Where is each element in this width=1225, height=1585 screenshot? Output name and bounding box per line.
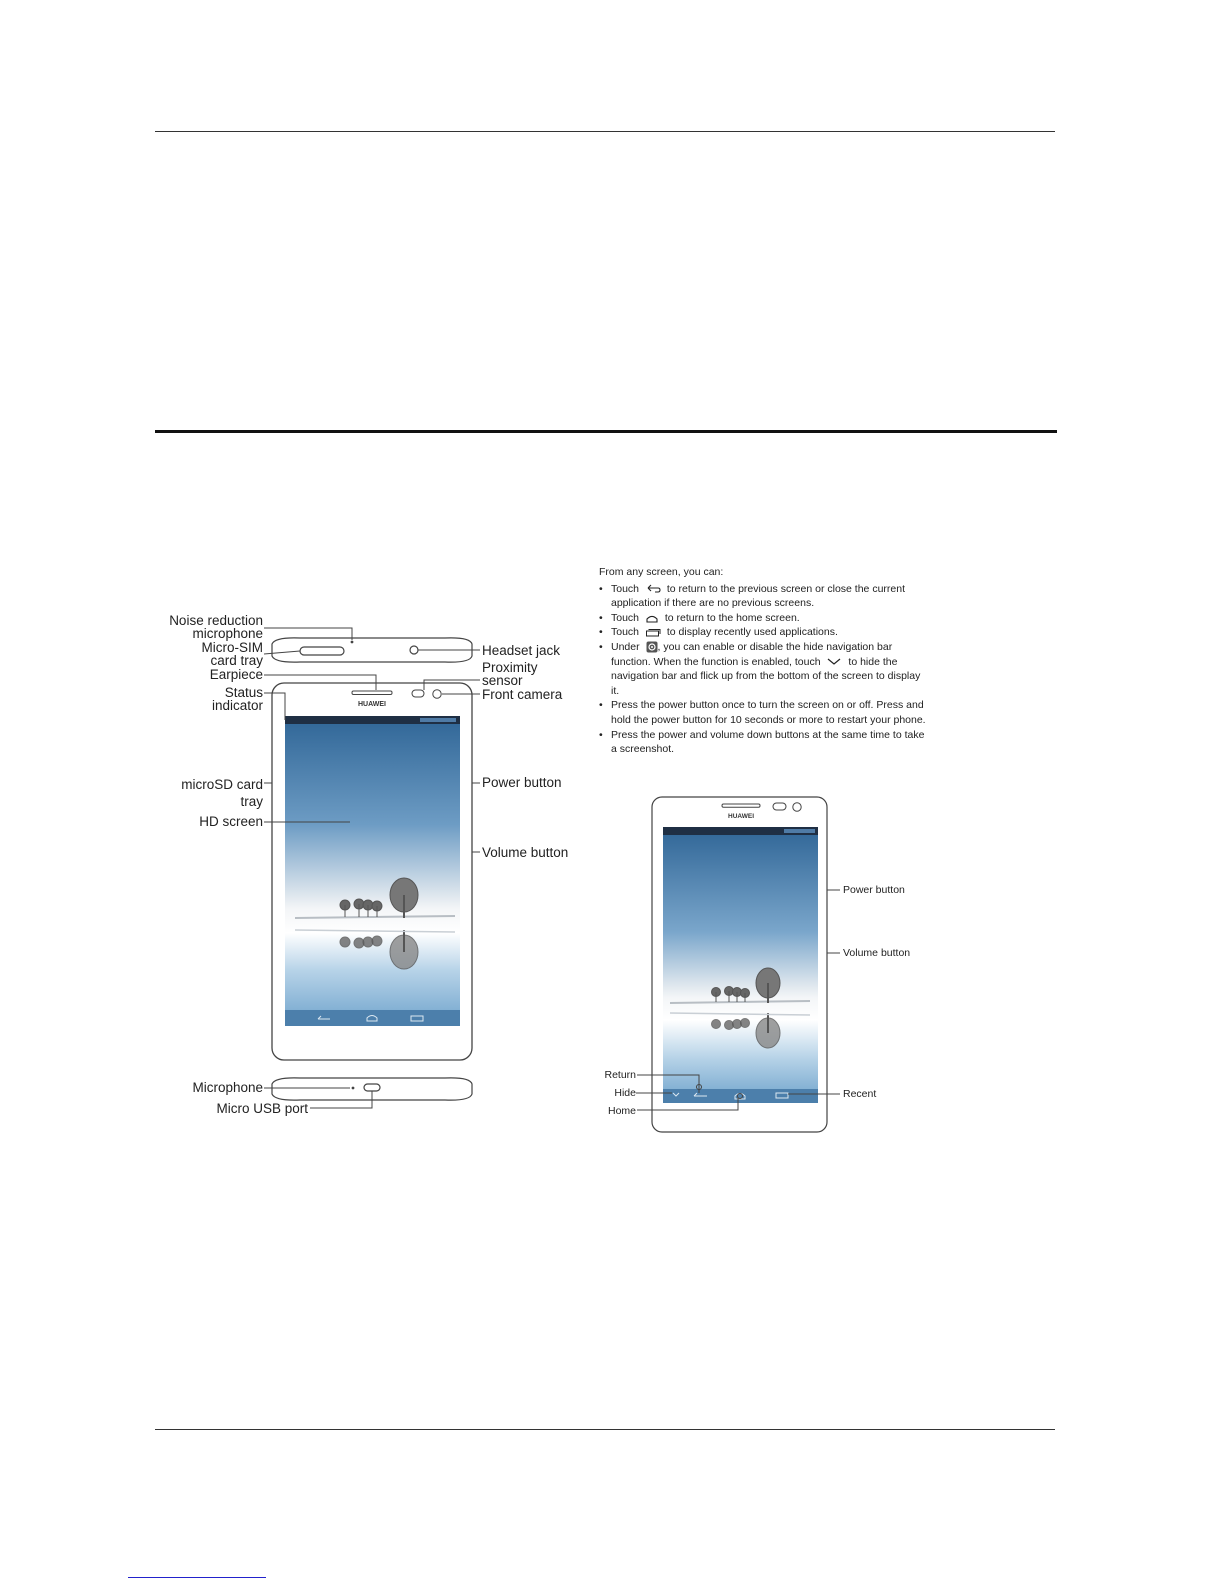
headset-jack-shape	[410, 646, 418, 654]
label-power-button-right: Power button	[843, 884, 905, 896]
label-return: Return	[604, 1069, 636, 1081]
header-rule	[155, 131, 1055, 132]
front-camera-shape	[433, 690, 441, 698]
label-proximity-sensor	[482, 661, 538, 687]
proximity-sensor-shape	[773, 803, 786, 810]
instructions-list	[599, 582, 929, 757]
footer-link-underline	[128, 1577, 266, 1578]
label-microsd-tray	[140, 776, 263, 810]
label-microsd-line2: tray	[240, 794, 263, 809]
label-status-line1: Status	[224, 685, 263, 700]
noise-mic-dot	[351, 641, 354, 644]
label-volume-button-right: Volume button	[843, 947, 911, 959]
settings-icon	[646, 641, 658, 653]
nav-bar	[663, 1089, 818, 1103]
label-sim-line2: card tray	[210, 653, 263, 668]
label-power-button-left: Power button	[482, 775, 562, 790]
list-item	[599, 698, 929, 727]
item-text: Under	[611, 640, 640, 653]
label-prox-line1: Proximity	[482, 660, 538, 675]
micro-sim-tray-shape	[300, 647, 344, 655]
list-item	[599, 728, 929, 757]
earpiece-shape	[352, 691, 392, 695]
instructions-intro: From any screen, you can:	[599, 566, 724, 578]
label-hd-screen: HD screen	[199, 814, 263, 829]
list-item	[599, 625, 929, 640]
label-volume-button-left: Volume button	[482, 845, 569, 860]
list-item	[599, 582, 929, 611]
label-headset-jack: Headset jack	[482, 643, 561, 658]
footer-rule	[155, 1429, 1055, 1430]
label-noise-line2: microphone	[192, 626, 263, 641]
item-text: Press the power and volume down buttons at the same time to take a screenshot.	[611, 728, 925, 756]
list-item	[599, 611, 929, 626]
brand-logo: HUAWEI	[358, 701, 386, 708]
label-home: Home	[607, 1105, 636, 1117]
section-rule	[155, 430, 1057, 433]
recent-apps-icon	[645, 628, 661, 637]
item-text: Touch	[611, 582, 640, 595]
label-prox-line2: sensor	[482, 673, 523, 688]
label-microsd-line1: microSD card	[181, 777, 263, 792]
item-text: to display recently used applications.	[666, 626, 838, 639]
item-text: , you can enable or disable the hide navigation bar function. When the function is enabled, touch	[611, 640, 893, 668]
hd-screen-shape	[285, 716, 460, 1026]
label-front-camera: Front camera	[482, 687, 563, 702]
chevron-down-icon	[826, 657, 842, 666]
brand-logo: HUAWEI	[728, 813, 754, 820]
proximity-sensor-shape	[412, 690, 424, 697]
label-status-indicator	[140, 686, 263, 712]
label-hide: Hide	[614, 1087, 636, 1099]
micro-usb-shape	[364, 1084, 380, 1091]
item-text: Touch	[611, 626, 640, 639]
screen-shape	[663, 827, 818, 1103]
earpiece-shape	[722, 804, 760, 807]
label-micro-sim	[140, 641, 263, 667]
label-earpiece: Earpiece	[209, 667, 263, 682]
label-sim-line1: Micro-SIM	[201, 640, 263, 655]
nav-bar	[285, 1010, 460, 1026]
label-micro-usb: Micro USB port	[216, 1101, 308, 1116]
item-text: to return to the home screen.	[664, 611, 800, 624]
label-noise-line1: Noise reduction	[169, 613, 263, 628]
label-microphone: Microphone	[192, 1080, 263, 1095]
label-noise-reduction-mic	[140, 614, 263, 640]
navigation-instructions	[599, 565, 929, 757]
back-arrow-icon	[645, 584, 661, 593]
home-icon	[645, 614, 659, 623]
item-text: to hide the navigation bar and flick up from the bottom of the screen to display it.	[611, 655, 921, 697]
item-text: Press the power button once to turn the screen on or off. Press and hold the power button for 10 seconds or more to restart your phone.	[611, 699, 926, 726]
item-text: to return to the previous screen or close the current application if there are no previous screens.	[611, 582, 905, 610]
label-status-line2: indicator	[211, 698, 263, 713]
front-camera-shape	[793, 803, 801, 811]
item-text: Touch	[611, 611, 640, 624]
label-recent: Recent	[843, 1088, 877, 1100]
list-item	[599, 640, 929, 698]
bottom-mic-dot	[352, 1087, 355, 1090]
